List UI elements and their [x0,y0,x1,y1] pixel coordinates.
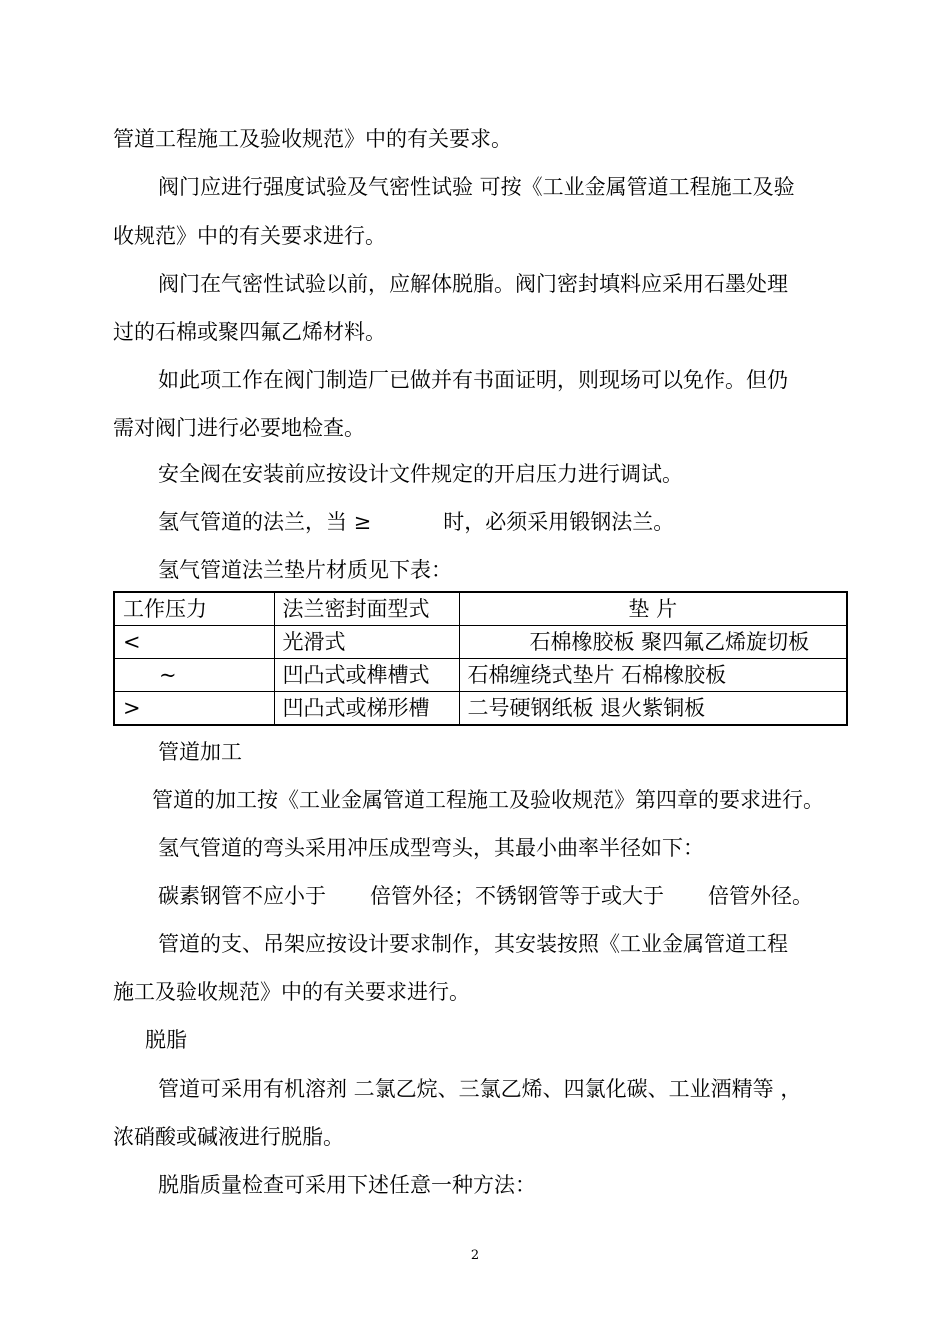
table-header-row [114,592,847,626]
paragraph-line [158,507,674,537]
table-cell: 二号硬钢纸板 退火紫铜板 [459,692,847,726]
paragraph-text: 倍管外径；不锈钢管等于或大于 [370,884,664,908]
table-cell: 凹凸式或梯形槽 [274,692,459,726]
paragraph-line: 管道可采用有机溶剂 二氯乙烷、三氯乙烯、四氯化碳、工业酒精等 ， [158,1077,802,1101]
paragraph-line: 安全阀在安装前应按设计文件规定的开启压力进行调试。 [158,462,683,486]
gasket-material-table [113,591,848,726]
paragraph-line: 管道工程施工及验收规范》中的有关要求。 [113,127,512,151]
paragraph-line: 管道的支、吊架应按设计要求制作，其安装按照《工业金属管道工程 [158,932,788,956]
paragraph-line: 浓硝酸或碱液进行脱脂。 [113,1125,344,1149]
table-header-cell: 工作压力 [114,592,274,626]
paragraph-line: 过的石棉或聚四氟乙烯材料。 [113,320,386,344]
paragraph-line: 如此项工作在阀门制造厂已做并有书面证明，则现场可以免作。但仍 [158,368,788,392]
paragraph-text: 氢气管道的法兰，当 ≥ [158,510,372,534]
table-cell: ~ [114,659,274,692]
paragraph-line: 需对阀门进行必要地检查。 [113,416,365,440]
paragraph-line: 脱脂质量检查可采用下述任意一种方法： [158,1173,536,1197]
paragraph-text: 时，必须采用锻钢法兰。 [443,510,675,534]
paragraph-line: 阀门应进行强度试验及气密性试验 可按《工业金属管道工程施工及验 [158,175,795,199]
paragraph-text: 倍管外径。 [708,884,813,908]
section-heading: 管道加工 [158,740,242,764]
paragraph-text: 碳素钢管不应小于 [158,884,326,908]
table-row [114,659,847,692]
table-cell: 石棉橡胶板 聚四氟乙烯旋切板 [459,626,847,659]
paragraph-line: 管道的加工按《工业金属管道工程施工及验收规范》第四章的要求进行。 [152,788,824,812]
table-cell: 石棉缠绕式垫片 石棉橡胶板 [459,659,847,692]
table-row [114,692,847,726]
table-header-cell: 法兰密封面型式 [274,592,459,626]
paragraph-line [158,881,813,911]
section-heading: 脱脂 [145,1028,187,1052]
table-cell: < [114,626,274,659]
page-number: 2 [470,1248,480,1263]
table-cell: > [114,692,274,726]
table-cell: 光滑式 [274,626,459,659]
table-header-cell: 垫 片 [459,592,847,626]
paragraph-line: 阀门在气密性试验以前，应解体脱脂。阀门密封填料应采用石墨处理 [158,272,788,296]
paragraph-line: 氢气管道法兰垫片材质见下表： [158,558,452,582]
paragraph-line: 氢气管道的弯头采用冲压成型弯头，其最小曲率半径如下： [158,836,704,860]
table-row [114,626,847,659]
paragraph-line: 收规范》中的有关要求进行。 [113,224,386,248]
paragraph-line: 施工及验收规范》中的有关要求进行。 [113,980,470,1004]
table-cell: 凹凸式或榫槽式 [274,659,459,692]
